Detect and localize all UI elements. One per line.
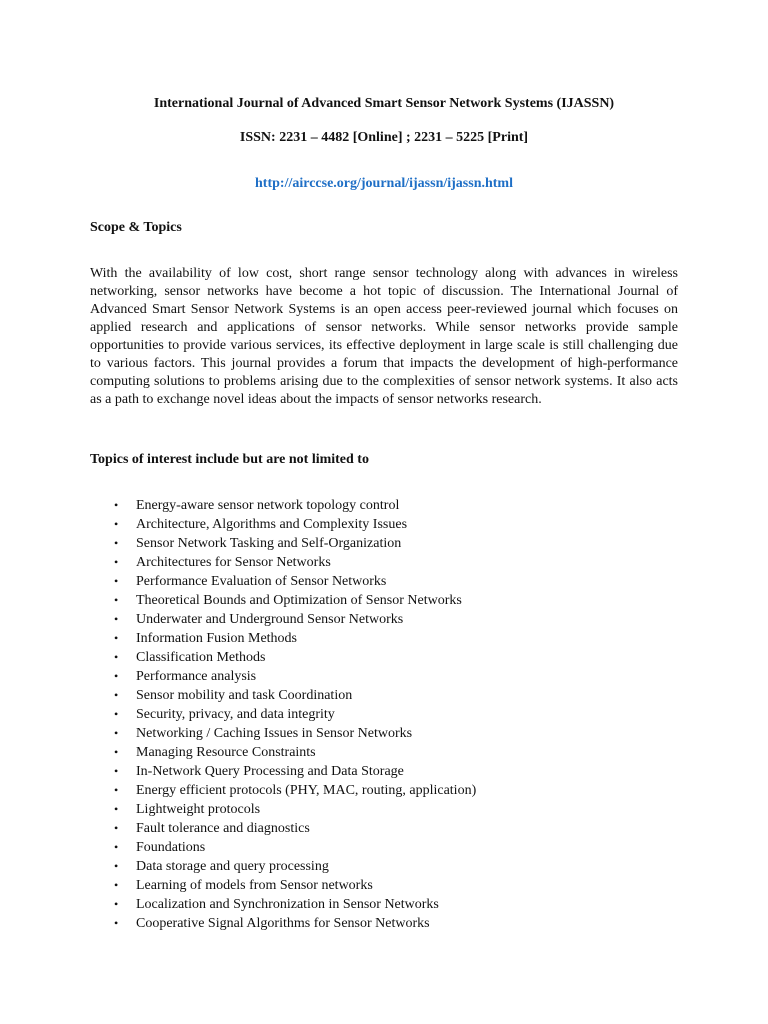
topics-heading: Topics of interest include but are not limited to [90,452,369,467]
scope-paragraph: With the availability of low cost, short range sensor technology along with advances in wireless networking, sensor networks have become a hot topic of discussion. The International Journal of Advanced Smart Sensor Network Systems is an open access peer-reviewed journal which focuses on applied research and applications of sensor networks. While sensor networks provide sample opportunities to provide various services, its effective deployment in large scale is still challenging due to various factors. This journal provides a forum that impacts the development of high-performance computing solutions to problems arising due to the complexities of sensor network systems. It also acts as a path to exchange novel ideas about the impacts of sensor networks research. [90,266,678,407]
list-item-label: Managing Resource Constraints [136,745,316,760]
list-item [112,572,476,591]
list-item [112,705,476,724]
list-item-label: Performance analysis [136,669,257,684]
list-item-label: Fault tolerance and diagnostics [136,821,310,836]
bullet-icon: • [114,878,119,892]
list-item [112,515,476,534]
list-item [112,496,476,515]
list-item-label: Performance Evaluation of Sensor Networks [136,574,387,589]
bullet-icon: • [114,650,119,664]
list-item-label: Networking / Caching Issues in Sensor Networks [136,726,413,741]
bullet-icon: • [114,555,119,569]
journal-url-link[interactable]: http://airccse.org/journal/ijassn/ijassn.html [255,176,513,191]
list-item-label: Underwater and Underground Sensor Networks [136,612,404,627]
list-item-label: Foundations [136,840,206,855]
list-item-label: Lightweight protocols [136,802,261,817]
list-item-label: Cooperative Signal Algorithms for Sensor Networks [136,916,430,931]
list-item-label: Energy efficient protocols (PHY, MAC, routing, application) [136,783,477,798]
list-item-label: Data storage and query processing [136,859,329,874]
bullet-icon: • [114,498,119,512]
bullet-icon: • [114,612,119,626]
list-item-label: Information Fusion Methods [136,631,297,646]
list-item [112,762,476,781]
list-item [112,838,476,857]
bullet-icon: • [114,688,119,702]
bullet-icon: • [114,593,119,607]
bullet-icon: • [114,859,119,873]
list-item [112,781,476,800]
list-item [112,667,476,686]
bullet-icon: • [114,669,119,683]
list-item-label: Energy-aware sensor network topology control [136,498,400,513]
list-item [112,591,476,610]
list-item [112,686,476,705]
list-item [112,876,476,895]
list-item-label: Sensor mobility and task Coordination [136,688,353,703]
topics-list [112,496,476,933]
list-item-label: Theoretical Bounds and Optimization of Sensor Networks [136,593,462,608]
list-item-label: In-Network Query Processing and Data Storage [136,764,404,779]
journal-title: International Journal of Advanced Smart Sensor Network Systems (IJASSN) [153,96,615,111]
list-item [112,610,476,629]
bullet-icon: • [114,764,119,778]
list-item-label: Architectures for Sensor Networks [136,555,331,570]
bullet-icon: • [114,574,119,588]
list-item [112,553,476,572]
list-item [112,914,476,933]
bullet-icon: • [114,821,119,835]
list-item [112,724,476,743]
list-item-label: Learning of models from Sensor networks [136,878,373,893]
list-item [112,629,476,648]
list-item-label: Classification Methods [136,650,266,665]
bullet-icon: • [114,745,119,759]
bullet-icon: • [114,517,119,531]
bullet-icon: • [114,631,119,645]
scope-heading: Scope & Topics [90,220,182,235]
list-item [112,895,476,914]
bullet-icon: • [114,840,119,854]
issn-line: ISSN: 2231 – 4482 [Online] ; 2231 – 5225 [Print] [239,130,529,145]
bullet-icon: • [114,726,119,740]
bullet-icon: • [114,536,119,550]
bullet-icon: • [114,783,119,797]
list-item [112,534,476,553]
bullet-icon: • [114,897,119,911]
bullet-icon: • [114,802,119,816]
list-item [112,857,476,876]
bullet-icon: • [114,916,119,930]
list-item [112,743,476,762]
bullet-icon: • [114,707,119,721]
list-item [112,800,476,819]
list-item [112,648,476,667]
list-item-label: Architecture, Algorithms and Complexity Issues [136,517,408,532]
list-item [112,819,476,838]
list-item-label: Localization and Synchronization in Sensor Networks [136,897,439,912]
list-item-label: Security, privacy, and data integrity [136,707,335,722]
list-item-label: Sensor Network Tasking and Self-Organization [136,536,402,551]
